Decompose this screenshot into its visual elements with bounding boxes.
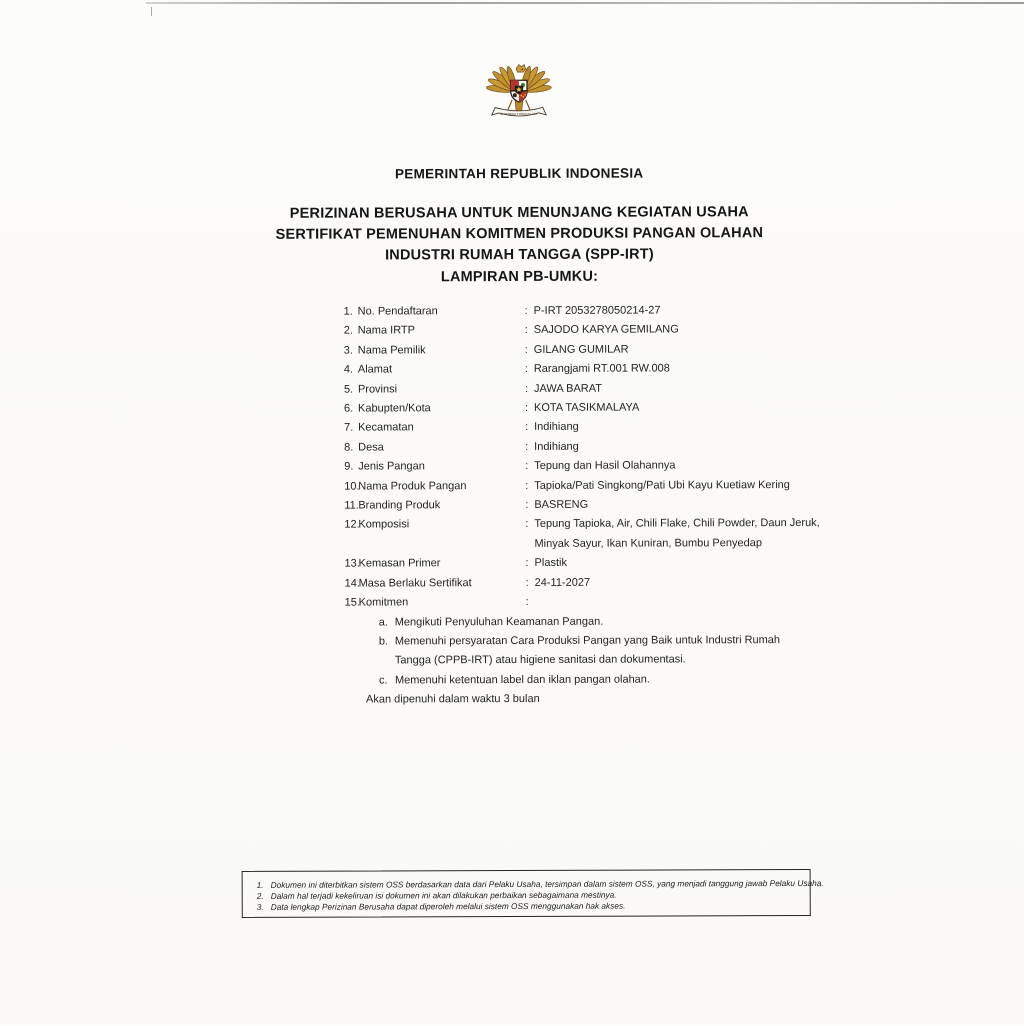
document-title-line-2: SERTIFIKAT PEMENUHAN KOMITMEN PRODUKSI PANGAN OLAHAN [7,222,1024,247]
field-colon: : [525,302,534,321]
commitment-letter: a. [379,613,395,632]
field-value-line: KOTA TASIKMALAYA [534,398,830,418]
commitment-letter: c. [379,671,395,690]
field-colon: : [525,438,534,457]
field-row [344,359,830,380]
field-label: Nama IRTP [358,321,525,341]
field-value [534,456,830,476]
field-colon: : [525,399,534,418]
field-row [344,417,830,438]
field-colon: : [525,477,534,496]
field-row [344,514,830,555]
field-value-line: 24-11-2027 [535,573,831,593]
commitment-item [379,611,831,632]
commitment-text [395,611,831,632]
field-row [344,340,830,361]
commitment-letter: b. [379,632,395,651]
footer-note-text: Dalam hal terjadi kekeliruan isi dokumen ini akan dilakukan perbaikan sebagaimana mestinya. [271,889,802,902]
garuda-shield [511,80,527,102]
field-colon: : [525,321,534,340]
field-row [345,553,831,574]
banner-motto-text: BHINNEKA TUNGGAL IKA [501,112,538,116]
field-colon: : [525,515,534,534]
field-value-line: Tapioka/Pati Singkong/Pati Ubi Kayu Kuetiaw Kering [534,476,830,496]
field-number: 2. [344,322,358,341]
footer-note-text: Data lengkap Perizinan Berusaha dapat diperoleh melalui sistem OSS menggunakan hak akses. [271,900,802,913]
field-label: Branding Produk [358,496,525,516]
field-label: Jenis Pangan [358,457,525,477]
field-label: Masa Berlaku Sertifikat [359,574,526,594]
footer-note-number: 1. [257,880,271,891]
commitment-text [395,631,831,671]
document-title [7,201,1024,289]
field-value-line: Rarangjami RT.001 RW.008 [534,359,830,379]
field-label: Nama Produk Pangan [358,477,525,497]
field-row [344,476,830,497]
footer-note-number: 3. [257,902,271,913]
field-row [344,398,830,419]
footer-note-number: 2. [257,891,271,902]
field-label: Komposisi [358,515,525,535]
field-colon: : [526,593,535,612]
field-value-line: Plastik [535,553,831,573]
field-row [344,320,830,341]
field-colon: : [525,380,534,399]
field-value-line: P-IRT 2053278050214-27 [534,301,830,321]
field-colon: : [525,496,534,515]
field-colon: : [525,360,534,379]
field-number: 8. [344,438,358,457]
document-title-line-1: PERIZINAN BERUSAHA UNTUK MENUNJANG KEGIATAN USAHA [7,201,1024,226]
field-value [534,514,830,554]
field-row [344,456,830,477]
field-row [345,573,831,594]
document-title-line-3: INDUSTRI RUMAH TANGGA (SPP-IRT) [7,244,1024,269]
document-title-line-4: LAMPIRAN PB-UMKU: [8,265,1024,290]
field-value-line: Tepung Tapioka, Air, Chili Flake, Chili Powder, Daun Jeruk, [534,514,830,534]
field-value [534,398,830,418]
field-number: 7. [344,419,358,438]
field-value-line: Minyak Sayur, Ikan Kuniran, Bumbu Penyedap [534,534,830,554]
commitment-text-line: Tangga (CPPB-IRT) atau higiene sanitasi dan dokumentasi. [395,650,831,671]
field-label: Alamat [358,360,525,380]
government-title: PEMERINTAH REPUBLIK INDONESIA [7,164,1024,183]
field-number: 14. [345,574,359,593]
field-number: 13. [345,555,359,574]
commitment-text-line: Memenuhi persyaratan Cara Produksi Pangan yang Baik untuk Industri Rumah [395,631,831,652]
field-colon: : [526,574,535,593]
field-value [535,573,831,593]
field-number: 9. [344,458,358,477]
field-label: Komitmen [359,593,526,613]
field-value [534,320,830,340]
commitment-text-line: Memenuhi ketentuan label dan iklan pangan olahan. [395,670,831,691]
field-colon: : [526,554,535,573]
field-value-line: SAJODO KARYA GEMILANG [534,320,830,340]
field-value [534,340,830,360]
field-value-line: GILANG GUMILAR [534,340,830,360]
field-number: 12. [344,516,358,535]
field-label: Kemasan Primer [359,554,526,574]
field-number: 10. [344,477,358,496]
field-label: Nama Pemilik [358,341,525,361]
field-label: Kecamatan [358,418,525,438]
garuda-pancasila-emblem [485,57,553,124]
field-value [534,417,830,437]
footer-note [257,900,802,913]
field-label: Desa [358,438,525,458]
field-number: 5. [344,380,358,399]
field-label: No. Pendaftaran [358,302,525,322]
field-row [344,437,830,458]
field-number: 11. [344,497,358,516]
commitment-text-line: Mengikuti Penyuluhan Keamanan Pangan. [395,611,831,632]
field-number: 4. [344,361,358,380]
field-value [534,437,830,457]
field-label: Kabupten/Kota [358,399,525,419]
commitment-item [379,631,831,671]
field-value-line: JAWA BARAT [534,379,830,399]
field-row [344,301,830,322]
field-value-line: Indihiang [534,417,830,437]
field-number: 3. [344,341,358,360]
field-row [344,495,830,516]
field-row [345,592,831,613]
field-value [534,476,830,496]
field-value [534,301,830,321]
field-value-line: BASRENG [534,495,830,515]
fields-list [344,301,831,710]
field-number: 15. [345,594,359,613]
field-value-line: Tepung dan Hasil Olahannya [534,456,830,476]
field-value [535,553,831,573]
commitment-text [395,670,831,691]
field-label: Provinsi [358,380,525,400]
commitment-item [379,670,831,691]
commitment-fulfillment-note: Akan dipenuhi dalam waktu 3 bulan [366,689,831,710]
field-value [534,379,830,399]
field-colon: : [525,457,534,476]
field-value [534,359,830,379]
footer-notes-box [242,869,811,918]
footer-notes-list [257,878,802,914]
field-colon: : [525,418,534,437]
field-number: 6. [344,400,358,419]
field-value [534,495,830,515]
field-value-line: Indihiang [534,437,830,457]
footer-note-text: Dokumen ini diterbitkan sistem OSS berdasarkan data dari Pelaku Usaha, tersimpan dalam sistem OSS, yang menjadi tanggung jawab Pelaku Usaha. [271,878,824,891]
field-row [344,379,830,400]
field-colon: : [525,341,534,360]
field-number: 1. [344,303,358,322]
